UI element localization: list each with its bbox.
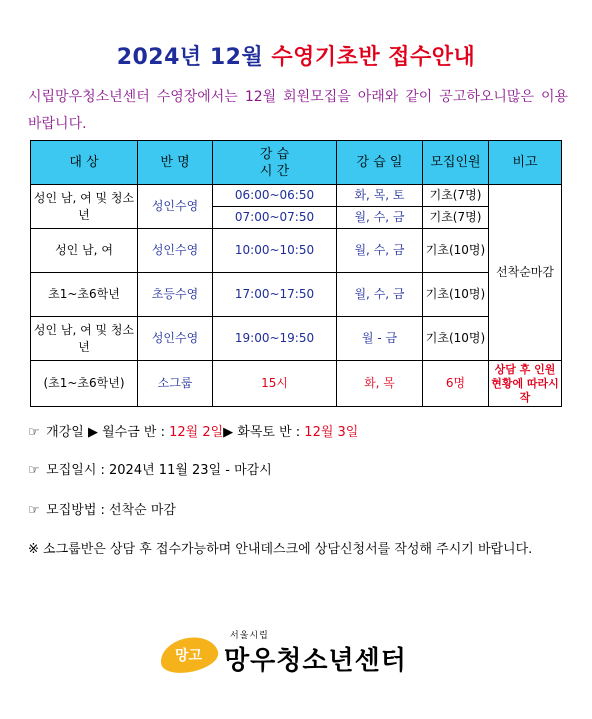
note-opening-tts: 12월 3일 xyxy=(304,425,359,440)
table-row xyxy=(31,361,562,407)
cell-days: 월, 수, 금 xyxy=(337,273,423,317)
footnote: ※ 소그룹반은 상담 후 접수가능하며 안내데스크에 상담신청서를 작성해 주시기 바랍니다. xyxy=(28,542,533,557)
title-part-rest: 기초반 접수안내 xyxy=(314,45,476,70)
cell-time: 19:00~19:50 xyxy=(213,317,337,361)
logo-badge-text: 망고 xyxy=(175,648,203,664)
logo-subtitle: 서울시립 xyxy=(230,631,269,641)
header-days: 강 습 일 xyxy=(337,141,423,185)
cell-time: 17:00~17:50 xyxy=(213,273,337,317)
title-part-date: 2024년 12월 xyxy=(116,45,272,70)
note-opening-mwf: 12월 2일 xyxy=(169,425,224,440)
logo-badge xyxy=(157,632,221,677)
note-opening-label: 개강일 ▶ 월수금 반 : xyxy=(46,425,170,440)
cell-target: 성인 남, 여 및 청소년 xyxy=(31,185,138,229)
header-class: 반 명 xyxy=(138,141,213,185)
cell-recruit: 기초(7명) xyxy=(423,207,489,229)
cell-recruit: 기초(7명) xyxy=(423,185,489,207)
cell-target: (초1~초6학년) xyxy=(31,361,138,407)
center-logo xyxy=(160,628,440,678)
cell-days: 월, 수, 금 xyxy=(337,229,423,273)
cell-time: 07:00~07:50 xyxy=(213,207,337,229)
pointing-hand-icon: ☞ xyxy=(28,463,40,478)
table-row xyxy=(31,185,562,207)
table-row xyxy=(31,273,562,317)
cell-class: 성인수영 xyxy=(138,317,213,361)
page-title xyxy=(0,40,592,71)
cell-days: 화, 목 xyxy=(337,361,423,407)
title-part-swim: 수영 xyxy=(271,45,315,70)
cell-note: 상담 후 인원현황에 따라시작 xyxy=(489,361,562,407)
header-time-line1: 강 습 xyxy=(259,146,290,162)
cell-time: 06:00~06:50 xyxy=(213,185,337,207)
cell-note-merged: 선착순마감 xyxy=(489,185,562,361)
table-row xyxy=(31,229,562,273)
header-target: 대 상 xyxy=(31,141,138,185)
cell-class: 성인수영 xyxy=(138,229,213,273)
table-header-row xyxy=(31,141,562,185)
cell-class: 소그룹 xyxy=(138,361,213,407)
intro-text: 시립망우청소년센터 수영장에서는 12월 회원모집을 아래와 같이 공고하오니많은 이용 바랍니다. xyxy=(28,89,568,132)
cell-time: 15시 xyxy=(213,361,337,407)
cell-recruit: 6명 xyxy=(423,361,489,407)
note-method xyxy=(28,499,572,518)
cell-class: 초등수영 xyxy=(138,273,213,317)
cell-days: 화, 목, 토 xyxy=(337,185,423,207)
logo-name: 망우청소년센터 xyxy=(224,646,407,676)
cell-days: 월, 수, 금 xyxy=(337,207,423,229)
cell-time: 10:00~10:50 xyxy=(213,229,337,273)
cell-target: 성인 남, 여 xyxy=(31,229,138,273)
header-time xyxy=(213,141,337,185)
pointing-hand-icon: ☞ xyxy=(28,503,40,518)
cell-class: 성인수영 xyxy=(138,185,213,229)
cell-days: 월 - 금 xyxy=(337,317,423,361)
pointing-hand-icon: ☞ xyxy=(28,425,40,440)
cell-recruit: 기초(10명) xyxy=(423,229,489,273)
header-recruit: 모집인원 xyxy=(423,141,489,185)
note-period xyxy=(28,459,572,478)
cell-recruit: 기초(10명) xyxy=(423,317,489,361)
note-period-text: 모집일시 : 2024년 11월 23일 - 마감시 xyxy=(46,463,272,478)
cell-recruit: 기초(10명) xyxy=(423,273,489,317)
note-method-text: 모집방법 : 선착순 마감 xyxy=(46,503,176,518)
header-time-line2: 시 간 xyxy=(259,163,290,179)
note-opening xyxy=(28,421,572,440)
cell-target: 성인 남, 여 및 청소년 xyxy=(31,317,138,361)
header-note: 비고 xyxy=(489,141,562,185)
schedule-table xyxy=(30,140,562,407)
table-row xyxy=(31,317,562,361)
note-opening-mid: ▶ 화목토 반 : xyxy=(223,425,305,440)
cell-target: 초1~초6학년 xyxy=(31,273,138,317)
